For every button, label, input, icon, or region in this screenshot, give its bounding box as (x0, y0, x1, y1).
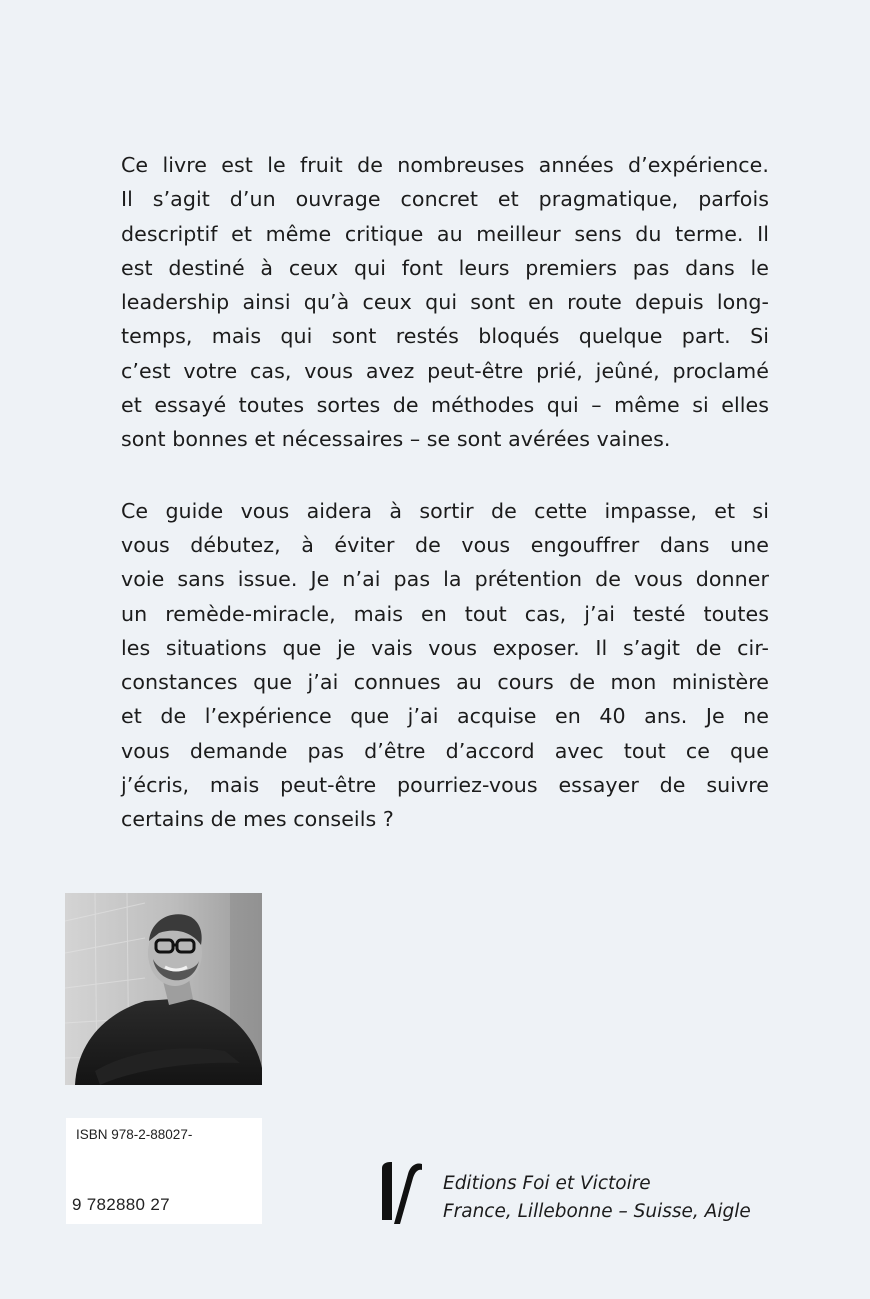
blurb-paragraph-2 (121, 494, 769, 837)
publisher-name: Editions Foi et Victoire (443, 1173, 651, 1194)
blurb-line: temps, mais qui sont restés bloqués quelque part. Si (121, 324, 769, 349)
blurb-line: Il s’agit d’un ouvrage concret et pragmatique, parfois (121, 187, 769, 212)
isbn-barcode-box (66, 1118, 262, 1224)
blurb-line: vous demande pas d’être d’accord avec tout ce que (121, 738, 769, 763)
blurb-paragraph-1 (121, 148, 769, 457)
blurb-line: c’est votre cas, vous avez peut-être prié, jeûné, proclamé (121, 358, 769, 383)
blurb-line: descriptif et même critique au meilleur sens du terme. Il (121, 221, 769, 246)
publisher-logo-icon (378, 1160, 424, 1226)
blurb-line: un remède-miracle, mais en tout cas, j’ai testé toutes (121, 601, 769, 626)
barcode-digits: 9 782880 27 (72, 1195, 170, 1214)
blurb-line: leadership ainsi qu’à ceux qui sont en route depuis long- (121, 290, 769, 315)
author-portrait-illustration (65, 893, 262, 1085)
blurb-line: les situations que je vais vous exposer. Il s’agit de cir- (121, 635, 769, 660)
blurb-line: constances que j’ai connues au cours de mon ministère (121, 670, 769, 695)
publisher-info (443, 1170, 751, 1226)
blurb-line: certains de mes conseils ? (121, 807, 394, 832)
publisher-locations: France, Lillebonne – Suisse, Aigle (443, 1201, 751, 1222)
blurb-line: et essayé toutes sortes de méthodes qui – même si elles (121, 393, 769, 418)
blurb-line: j’écris, mais peut-être pourriez-vous essayer de suivre (121, 773, 769, 798)
blurb-line: voie sans issue. Je n’ai pas la prétention de vous donner (121, 567, 769, 592)
blurb-line: sont bonnes et nécessaires – se sont avérées vaines. (121, 427, 671, 452)
blurb-line: est destiné à ceux qui font leurs premiers pas dans le (121, 255, 769, 280)
back-cover-blurb (121, 148, 769, 837)
isbn-label: ISBN 978-2-88027- (76, 1127, 193, 1142)
blurb-line: Ce guide vous aidera à sortir de cette impasse, et si (121, 498, 769, 523)
author-photo (65, 893, 262, 1085)
blurb-line: et de l’expérience que j’ai acquise en 40 ans. Je ne (121, 704, 769, 729)
blurb-line: Ce livre est le fruit de nombreuses années d’expérience. (121, 153, 769, 177)
blurb-line: vous débutez, à éviter de vous engouffrer dans une (121, 532, 769, 557)
